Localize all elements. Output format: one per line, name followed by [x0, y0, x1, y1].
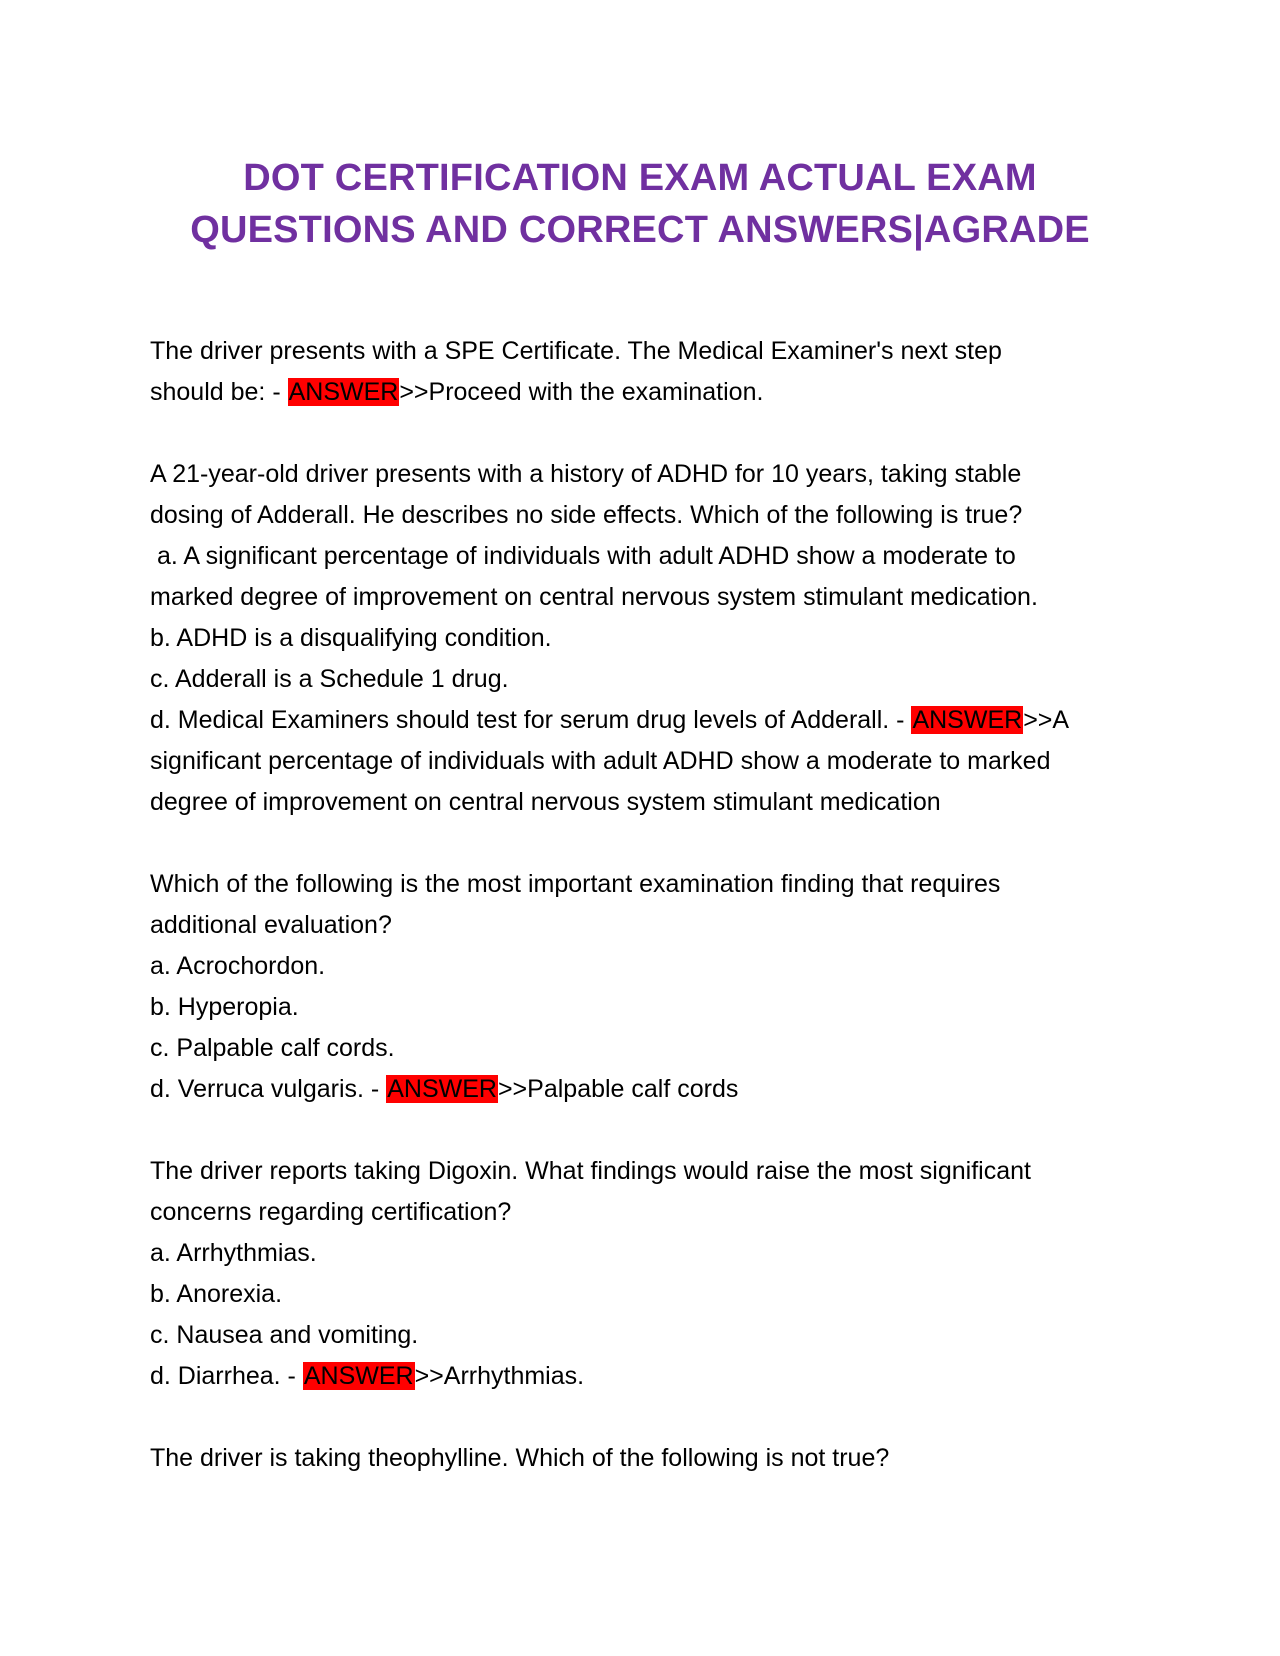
question-block-2 [150, 454, 1150, 823]
answer-continuation: degree of improvement on central nervous system stimulant medication [150, 788, 941, 816]
option-line: c. Adderall is a Schedule 1 drug. [150, 665, 509, 693]
question-line: The driver is taking theophylline. Which of the following is not true? [150, 1444, 890, 1472]
option-line: a. Arrhythmias. [150, 1239, 317, 1267]
option-line: b. Hyperopia. [150, 993, 299, 1021]
option-line: b. ADHD is a disqualifying condition. [150, 624, 552, 652]
document-title [150, 152, 1130, 256]
answer-line [150, 1356, 1150, 1397]
answer-highlight: ANSWER [288, 378, 399, 406]
question-line: additional evaluation? [150, 911, 392, 939]
answer-text: >>Palpable calf cords [497, 1075, 739, 1103]
answer-line [150, 1069, 1150, 1110]
question-block-3 [150, 864, 1150, 1110]
question-line: dosing of Adderall. He describes no side effects. Which of the following is true? [150, 501, 1023, 529]
title-line-2: QUESTIONS AND CORRECT ANSWERS|AGRADE [190, 209, 1090, 251]
question-line: The driver reports taking Digoxin. What findings would raise the most significant [150, 1157, 1031, 1185]
answer-line [150, 372, 1150, 413]
question-line: The driver presents with a SPE Certificate. The Medical Examiner's next step [150, 337, 1002, 365]
option-line: c. Palpable calf cords. [150, 1034, 395, 1062]
option-line: a. Acrochordon. [150, 952, 326, 980]
question-line: A 21-year-old driver presents with a history of ADHD for 10 years, taking stable [150, 460, 1022, 488]
question-block-4 [150, 1151, 1150, 1397]
question-block-1 [150, 331, 1150, 413]
answer-prefix: should be: - [150, 378, 288, 406]
answer-highlight: ANSWER [912, 706, 1023, 734]
answer-text: >>Proceed with the examination. [399, 378, 764, 406]
option-line: a. A significant percentage of individuals with adult ADHD show a moderate to [150, 542, 1016, 570]
answer-line [150, 700, 1150, 741]
question-block-5 [150, 1438, 1150, 1479]
answer-prefix: d. Diarrhea. - [150, 1362, 303, 1390]
answer-text: >>A [1023, 706, 1070, 734]
option-line: c. Nausea and vomiting. [150, 1321, 419, 1349]
answer-highlight: ANSWER [387, 1075, 497, 1103]
answer-highlight: ANSWER [303, 1362, 414, 1390]
title-line-1: DOT CERTIFICATION EXAM ACTUAL EXAM [243, 157, 1037, 199]
question-line: Which of the following is the most important examination finding that requires [150, 870, 1001, 898]
option-line: marked degree of improvement on central nervous system stimulant medication. [150, 583, 1038, 611]
answer-prefix: d. Medical Examiners should test for serum drug levels of Adderall. - [150, 706, 912, 734]
question-line: concerns regarding certification? [150, 1198, 512, 1226]
document-body [150, 331, 1150, 1520]
answer-text: >>Arrhythmias. [414, 1362, 585, 1390]
option-line: b. Anorexia. [150, 1280, 283, 1308]
answer-continuation: significant percentage of individuals with adult ADHD show a moderate to marked [150, 747, 1051, 775]
answer-prefix: d. Verruca vulgaris. - [150, 1075, 387, 1103]
